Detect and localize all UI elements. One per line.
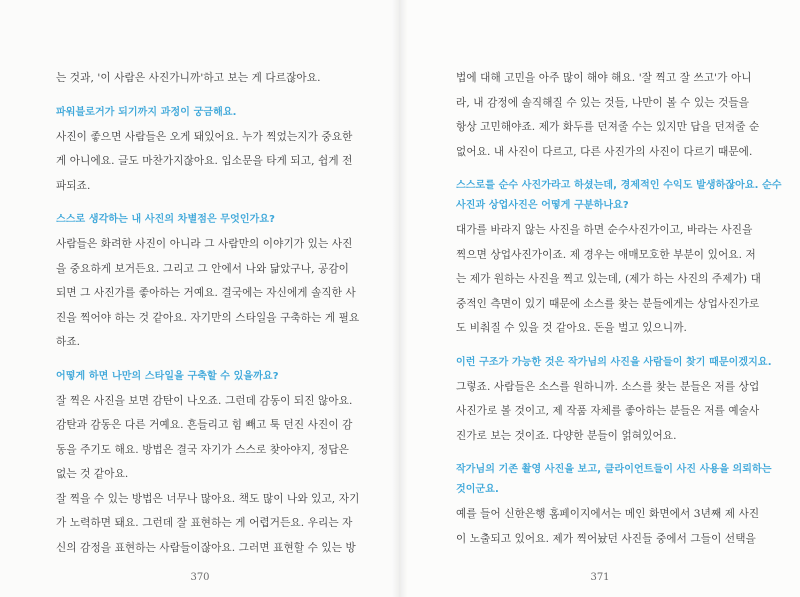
body-line: 라, 내 감정에 솔직해질 수 있는 것들, 나만이 볼 수 있는 것들을	[456, 96, 750, 109]
body-line: 파되죠.	[56, 179, 91, 192]
answer-paragraph	[456, 375, 758, 449]
body-line: 가 노력하면 돼요. 그런데 잘 표현하는 게 어렵거든요. 우리는 자	[56, 517, 353, 529]
body-line: 동을 주기도 해요. 방법은 결국 자기가 스스로 찾아야지, 정답은	[56, 443, 350, 456]
question-heading	[456, 176, 782, 216]
question-heading	[56, 367, 356, 387]
body-line: 찍으면 상업사진가이죠. 제 경우는 애매모호한 부분이 있어요. 저	[456, 248, 756, 261]
page-number: 371	[590, 572, 610, 583]
right-page-content	[456, 66, 782, 551]
book-gutter-shadow	[392, 0, 408, 597]
body-line: 이 노출되고 있어요. 제가 찍어놨던 사진들 중에서 그들이 선택을	[456, 532, 756, 545]
question-line: 스스로를 순수 사진가라고 하셨는데, 경제적인 수익도 발생하잖아요. 순수	[456, 180, 782, 191]
question-line: 어떻게 하면 나만의 스타일을 구축할 수 있을까요?	[56, 370, 279, 382]
body-line: 법에 대해 고민을 아주 많이 해야 해요. '잘 찍고 잘 쓰고'가 아니	[456, 72, 752, 84]
question-heading	[56, 210, 356, 230]
question-line: 사진과 상업사진은 어떻게 구분하나요?	[456, 200, 629, 211]
question-heading	[456, 460, 772, 500]
question-line: 파워블로거가 되기까지 과정이 궁금해요.	[56, 106, 237, 118]
answer-paragraph	[56, 389, 360, 561]
body-line: 하죠.	[56, 336, 81, 348]
body-line: 중적인 측면이 있기 때문에 소스를 찾는 분들에게는 상업사진가로	[456, 297, 760, 310]
body-line: 잘 찍을 수 있는 방법은 너무나 많아요. 책도 많이 나와 있고, 자기	[56, 492, 360, 505]
body-line: 없는 것 같아요.	[56, 468, 129, 480]
body-line: 는 제가 원하는 사진을 찍고 있는데, (제가 하는 사진의 주제가) 대	[456, 273, 761, 285]
body-line: 없어요. 내 사진이 다르고, 다른 사진가의 사진이 다르기 때문에.	[456, 145, 753, 158]
question-line: 작가님의 기존 촬영 사진을 보고, 클라이언트들이 사진 사용을 의뢰하는	[456, 464, 772, 475]
body-line: 신의 감정을 표현하는 사람들이잖아요. 그러면 표현할 수 있는 방	[56, 541, 356, 554]
body-line: 진가로 보는 것이죠. 다양한 분들이 얽혀있어요.	[456, 429, 677, 442]
body-line: 진을 찍어야 하는 것 같아요. 자기만의 스타일을 구축하는 게 필요	[56, 311, 360, 324]
page-number: 370	[190, 572, 210, 583]
body-line: 잘 찍은 사진을 보면 감탄이 나오죠. 그런데 감동이 되진 않아요.	[56, 394, 353, 407]
left-page-content	[56, 66, 360, 560]
body-line: 감탄과 감동은 다른 거예요. 흔들리고 힘 빼고 툭 던진 사진이 감	[56, 419, 353, 431]
body-line: 예를 들어 신한은행 홈페이지에서는 메인 화면에서 3년째 제 사진	[456, 508, 760, 520]
body-line: 되면 그 사진가를 좋아하는 거예요. 결국에는 자신에게 솔직한 사	[56, 287, 356, 299]
right-page	[400, 0, 800, 597]
body-line: 사진이 좋으면 사람들은 오게 돼있어요. 누가 찍었는지가 중요한	[56, 130, 353, 143]
answer-paragraph	[56, 232, 360, 355]
body-line: 대가를 바라지 않는 사진을 하면 순수사진가이고, 바라는 사진을	[456, 224, 753, 236]
body-line: 항상 고민해야죠. 제가 화두를 던져줄 수는 있지만 답을 던져줄 순	[456, 121, 760, 133]
body-line: 사람들은 화려한 사진이 아니라 그 사람만의 이야기가 있는 사진	[56, 238, 353, 250]
answer-paragraph	[456, 502, 758, 551]
body-line: 을 중요하게 보거든요. 그리고 그 안에서 나와 닮았구나, 공감이	[56, 262, 350, 275]
question-line: 이런 구조가 가능한 것은 작가님의 사진을 사람들이 찾기 때문이겠지요.	[456, 356, 772, 368]
body-line: 그렇죠. 사람들은 소스를 원하니까. 소스를 찾는 분들은 저를 상업	[456, 380, 760, 393]
body-line: 게 아니에요. 글도 마찬가지잖아요. 입소문을 타게 되고, 쉽게 전	[56, 155, 353, 167]
question-line: 것이군요.	[456, 484, 499, 495]
body-line: 사진가로 볼 것이고, 제 작품 자체를 좋아하는 분들은 저를 예술사	[456, 405, 760, 417]
body-line: 도 비춰질 수 있을 것 같아요. 돈을 벌고 있으니까.	[456, 322, 688, 334]
answer-paragraph	[56, 125, 356, 199]
question-line: 스스로 생각하는 내 사진의 차별점은 무엇인가요?	[56, 214, 276, 225]
body-line: 는 것과, '이 사람은 사진가니까'하고 보는 게 다르잖아요.	[56, 72, 321, 84]
question-heading	[456, 353, 772, 373]
answer-paragraph	[456, 218, 761, 341]
question-heading	[56, 103, 356, 123]
